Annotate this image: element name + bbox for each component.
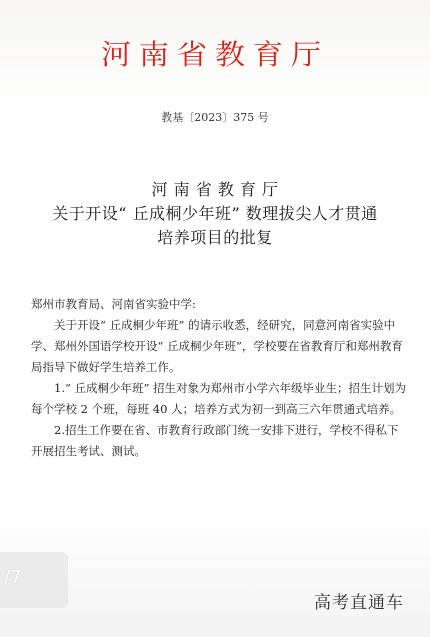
title-line-2: 关于开设“ 丘成桐少年班” 数理拔尖人才贯通	[52, 204, 378, 223]
watermark-label: 高考直通车	[314, 593, 404, 613]
page-indicator[interactable]	[0, 552, 68, 608]
document-body	[31, 294, 409, 462]
paragraph-approval: 关于开设“ 丘成桐少年班” 的请示收悉，经研究，同意河南省实验中学、郑州外国语学校开设“ 丘成桐少年班”，学校要在省教育厅和郑州教育局指导下做好学生培养工作。	[31, 318, 403, 374]
agency-header: 河南省教育厅	[101, 39, 329, 72]
salutation: 郑州市教育局、河南省实验中学:	[31, 297, 196, 311]
paragraph-admission-rules: 2.招生工作要在省、市教育行政部门统一安排下进行，学校不得私下开展招生考试、测试。	[31, 423, 399, 458]
document-number: 教基〔2023〕375 号	[161, 111, 269, 124]
title-line-3: 培养项目的批复	[157, 228, 273, 247]
document-title	[20, 178, 410, 250]
paragraph-enrollment: 1.“ 丘成桐少年班” 招生对象为郑州市小学六年级毕业生；招生计划为每个学校 2 个班，每班 40 人；培养方式为初一到高三六年贯通式培养。	[31, 381, 407, 416]
page-indicator-label: /7	[4, 567, 22, 588]
title-line-1: 河 南 省 教 育 厅	[151, 180, 279, 199]
